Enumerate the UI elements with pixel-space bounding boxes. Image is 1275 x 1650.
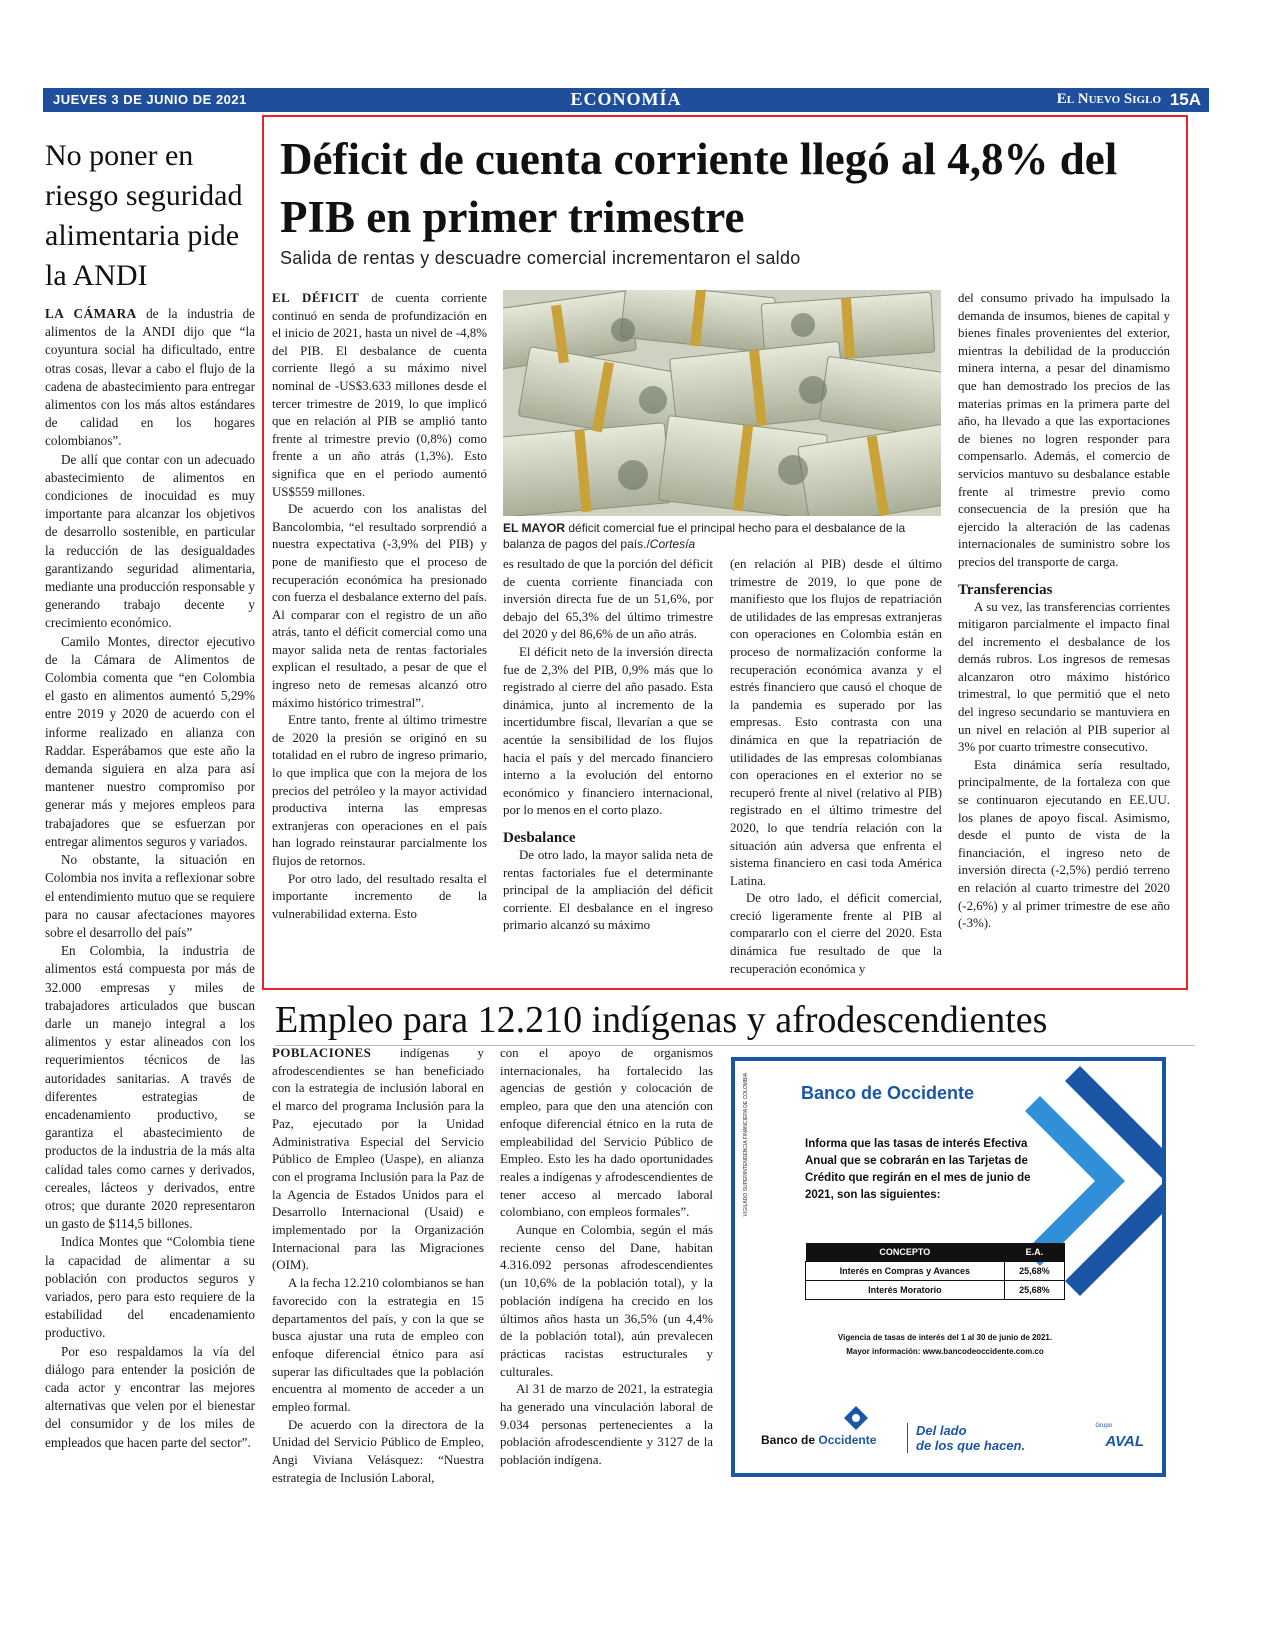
main-article-column-3 bbox=[730, 556, 942, 978]
left-article-title: No poner en riesgo seguridad alimentaria pide la ANDI bbox=[45, 139, 243, 292]
main-paragraph: es resultado de que la porción del déficit de cuenta corriente financiada con inversión directa fue de un 51,6%, por debajo del 65,3% del último trimestre del 2020 y del 86,6% de un año atrás. bbox=[503, 557, 713, 642]
left-article-paragraph: Camilo Montes, director ejecutivo de la Cámara de Alimentos de Colombia comenta que “en Colombia el gasto en alimentos aumentó 5,29% entre 2019 y 2020 de acuerdo con el informe realizado en alianza con Raddar. Esperábamos que este año la demanda siguiera en alza para así mantener nuestro compromiso por generar más y mejores empleos para trabajadores que se esfuerzan por entregar alimentos seguros y variados. bbox=[45, 633, 255, 849]
ad-regulator-note: VIGILADO SUPERINTENDENCIA FINANCIERA DE COLOMBIA bbox=[743, 1073, 749, 1217]
table-header: E.A. bbox=[1004, 1243, 1064, 1262]
subheading-desbalance: Desbalance bbox=[503, 829, 576, 846]
ad-footer bbox=[735, 1395, 1162, 1473]
ad-bank-name: Banco de Occidente bbox=[801, 1083, 975, 1103]
ad-rates-text: Informa que las tasas de interés Efectiva Anual que se cobrarán en las Tarjetas de Crédito que regirán en el mes de junio de 2021, son las siguientes: bbox=[805, 1138, 1031, 1201]
main-paragraph: Entre tanto, frente al último trimestre de 2020 la presión se originó en su totalidad en el rubro de ingreso primario, lo que implica que con la mejora de los precios del petróleo y la mayor actividad productiva interna las empresas extranjeras con operaciones en el país han logrado reinstaurar parcialmente los flujos de retornos. bbox=[272, 713, 487, 868]
main-paragraph: De otro lado, la mayor salida neta de rentas factoriales fue el determinante principal de la ampliación del déficit corriente. El desbalance en el ingreso primario alcanzó su máximo bbox=[503, 847, 713, 933]
second-paragraph: Aunque en Colombia, según el más reciente censo del Dane, habitan 4.316.092 personas afrodescendientes (un 10,6% de la población total), y la población indígena ha crecido en los últimos años hasta un 36,5% (un 4,4% de la población total), aún prevalecen prácticas racistas estructurales y culturales. bbox=[500, 1223, 713, 1379]
newspaper-name: El Nuevo Siglo bbox=[1056, 91, 1161, 107]
second-paragraph: De acuerdo con la directora de la Unidad del Servicio Público de Empleo, Angi Viviana Velásquez: “Nuestra estrategia de Inclusión Laboral, bbox=[272, 1417, 484, 1485]
left-article-paragraph: De allí que contar con un adecuado abastecimiento de alimentos en condiciones de inocuidad es muy importante para alcanzar los objetivos de desarrollo sostenible, en particular la reducción de las desigualdades garantizando seguridad alimentaria, mediante una producción responsable y generando trabajo decente y crecimiento económico. bbox=[45, 451, 255, 631]
section-title: ECONOMÍA bbox=[570, 89, 682, 109]
second-article-column-1 bbox=[272, 1045, 484, 1488]
main-paragraph: (en relación al PIB) desde el último trimestre de 2019, lo que pone de manifiesto que los flujos de repatriación de utilidades de las empresas extranjeras con operaciones en Colombia están en proceso de normalización conforme la recuperación económica avanza y el estrés financiero que causó el choque de la pandemia es superado por las empresas. Esto contrasta con una dinámica en que la repatriación de utilidades de las empresas colombianas con operaciones en el exterior no se recuperó frente al nivel (relativo al PIB) registrado en el último trimestre del 2020, lo que tendría relación con la situación aún adversa que enfrenta el sistema financiero en casi toda América Latina. bbox=[730, 557, 942, 888]
group-label: Grupo bbox=[1095, 1423, 1112, 1429]
left-article-lead: LA CÁMARA bbox=[45, 306, 137, 321]
second-paragraph: Al 31 de marzo de 2021, la estrategia ha generado una vinculación laboral de 9.034 personas pertenecientes a la población afrodescendiente y 3127 de la población indígena. bbox=[500, 1382, 713, 1468]
main-paragraph: EL DÉFICIT de cuenta corriente continuó en senda de profundización en el inicio de 2021, hasta un nivel de -4,8% del PIB. El desbalance de cuenta corriente llegó a su máximo nivel nominal de -US$3.633 millones desde el tercer trimestre de 2019, lo que implicó que en relación al PIB se amplió tanto frente al trimestre previo (0,8%) como frente a un año atrás (1,3%). Esto significa que en el periodo aumentó US$559 millones. bbox=[272, 291, 487, 499]
left-article-paragraph: En Colombia, la industria de alimentos está compuesta por más de 32.000 empresas y miles de trabajadores articulados que buscan darle un manejo integral a los alimentos y estar alineados con los requerimientos técnicos de las autoridades sanitarias. A través de diferentes estrategias de encadenamiento productivo, se garantiza el abastecimiento de productos de la industria de la más alta calidad tales como carnes y derivados, cereales, lácteos y derivados, entre otros; que durante 2020 representaron un gasto de $114,5 billones. bbox=[45, 943, 255, 1232]
money-stacks-photo bbox=[503, 290, 941, 516]
main-article-column-1 bbox=[272, 290, 487, 923]
main-article-subtitle: Salida de rentas y descuadre comercial incrementaron el saldo bbox=[280, 248, 801, 268]
main-paragraph: Esta dinámica sería resultado, principalmente, de la fortaleza con que se continuaron ejecutando en EE.UU. los planes de apoyo fiscal. Asimismo, desde el punto de vista de la financiación, el ingreso neto de inversión directa (-2,5%) perdió terreno en relación al cuarto trimestre del 2020 (-2,6%) y al primer trimestre de ese año (-3%). bbox=[958, 757, 1170, 931]
left-article-paragraph: Por eso respaldamos la vía del diálogo para entender la posición de cada actor y encontrar las mejores alternativas que velen por el bienestar del consumidor y de los miles de empleados que hacen parte del sector”. bbox=[45, 1343, 255, 1450]
main-paragraph: De otro lado, el déficit comercial, creció ligeramente frente al PIB al compararlo con el cierre del 2020. Esta dinámica fue resultado de que la recuperación económica y bbox=[730, 891, 942, 976]
main-paragraph: Por otro lado, del resultado resalta el importante incremento de la vulnerabilidad externa. Esto bbox=[272, 871, 487, 921]
left-article-paragraph: LA CÁMARA de la industria de alimentos de la ANDI dijo que “la coyuntura social ha dificultado, entre otras cosas, llevar a cabo el flujo de la cadena de abastecimiento para entregar alimentos con los más altos estándares de calidad en los hogares colombianos”. bbox=[45, 306, 256, 449]
main-paragraph: De acuerdo con los analistas del Bancolombia, “el resultado sorprendió a nuestra expectativa (-3,9% del PIB) y pone de manifiesto que el proceso de recuperación económica ha presionado con fuerza el desbalance externo del país. Al comparar con el registro de un año atrás, tanto el déficit comercial como una mayor salida neta de rentas factoriales explican el resultado, a pesar de que el ingreso neto de remesas alcanzó otro máximo histórico trimestral”. bbox=[272, 502, 487, 710]
main-paragraph: A su vez, las transferencias corrientes mitigaron parcialmente el impacto final del incremento el desbalance de los demás rubros. Los ingresos de remesas alcanzaron otro máximo histórico trimestral, lo que permitió que el neto del ingreso secundario se mantuviera en un nivel en relación al PIB superior al 3% por cuarto trimestre consecutivo. bbox=[958, 599, 1170, 755]
bank-logo-icon bbox=[843, 1405, 869, 1431]
money-stacks-image bbox=[503, 290, 941, 516]
main-article-column-2 bbox=[503, 556, 713, 935]
second-paragraph: con el apoyo de organismos internacionales, ha fortalecido las agencias de gestión y colocación de empleo, para que den una atención con enfoque diferencial étnico en la ruta de empleabilidad del Servicio Público de Empleo. Esto les ha dado oportunidades reales a indígenas y afrodescendientes de tener acceso al mercado laboral colombiano, con empleos formales”. bbox=[500, 1046, 713, 1220]
left-article-body bbox=[45, 305, 255, 1452]
page-header-bar bbox=[43, 88, 1209, 112]
subheading-transferencias: Transferencias bbox=[958, 581, 1053, 598]
ad-validity: Vigencia de tasas de interés del 1 al 30 de junio de 2021. Mayor información: www.bancodeoccidente.com.co bbox=[837, 1333, 1053, 1356]
rates-table bbox=[805, 1243, 1065, 1300]
main-article-column-4 bbox=[958, 290, 1170, 933]
main-article-title: Déficit de cuenta corriente llegó al 4,8% del PIB en primer trimestre bbox=[280, 134, 1118, 242]
main-paragraph: del consumo privado ha impulsado la demanda de insumos, bienes de capital y bienes finales provenientes del exterior, mientras la debilidad de la producción minera interna, a pesar del dinamismo que han demostrado los precios de las materias primas en la primera parte del año, ha llevado a que las exportaciones de bienes no logren responder para compensarlo. Además, el comercio de servicios mantuvo su desbalance estable frente al trimestre previo como consecuencia de la presión que ha ejercido la alteración de las cadenas internacionales de suministro sobre los precios del transporte de carga. bbox=[958, 291, 1170, 569]
left-article-paragraph: Indica Montes que “Colombia tiene la capacidad de alimentar a su población con productos seguros y variados, pero para esto requiere de la estabilidad del encadenamiento productivo. bbox=[45, 1234, 255, 1341]
aval-logo: AVAL bbox=[1105, 1433, 1144, 1450]
second-paragraph: A la fecha 12.210 colombianos se han favorecido con la estrategia en 15 departamentos del país, y con la que se busca ajustar una ruta de empleo con enfoque diferencial étnico para así superar las dificultades que la población encuentra al momento de acceder a un empleo formal. bbox=[272, 1276, 484, 1415]
bank-advertisement bbox=[731, 1057, 1166, 1477]
table-row: Interés Moratorio 25,68% bbox=[806, 1281, 1065, 1300]
main-article-lead: EL DÉFICIT bbox=[272, 291, 360, 305]
second-article-title: Empleo para 12.210 indígenas y afrodescendientes bbox=[275, 999, 1048, 1041]
second-article-lead: POBLACIONES bbox=[272, 1046, 372, 1060]
table-header: CONCEPTO bbox=[806, 1243, 1005, 1262]
table-row: Interés en Compras y Avances 25,68% bbox=[806, 1262, 1065, 1281]
left-article-paragraph: No obstante, la situación en Colombia nos invita a reflexionar sobre el entendimiento mutuo que se requiere para no causar afectaciones mayores sobre el desarrollo del país” bbox=[45, 852, 255, 940]
photo-caption: EL MAYOR déficit comercial fue el principal hecho para el desbalance de la balanza de pagos del país./Cortesía bbox=[503, 521, 906, 551]
second-paragraph: POBLACIONES indígenas y afrodescendientes se han beneficiado con la estrategia de inclusión laboral en el marco del programa Inclusión para la Paz, ejecutado por la Unidad Administrativa Especial del Servicio Público de Empleo (Uaspe), en alianza con el programa Inclusión para la Paz de la Agencia de Estados Unidos para el Desarrollo Internacional (Usaid) e implementado por la Organización Internacional para las Migraciones (OIM). bbox=[272, 1046, 484, 1273]
ad-slogan: Del lado de los que hacen. bbox=[907, 1423, 1025, 1453]
second-article-column-2 bbox=[500, 1045, 713, 1470]
issue-date: JUEVES 3 DE JUNIO DE 2021 bbox=[53, 92, 247, 107]
main-paragraph: El déficit neto de la inversión directa fue de 2,3% del PIB, 0,9% más que lo registrado al cierre del año pasado. Esta dinámica, junto al incremento de la incertidumbre fiscal, llevarían a que se acentúe la sensibilidad de los flujos hacia el país y del mercado financiero interno a la evolución del entorno económico y financiero internacional, por lo menos en el corto plazo. bbox=[503, 644, 713, 818]
page-number: 15A bbox=[1169, 90, 1201, 109]
ad-footer-bank: Banco de Occidente bbox=[761, 1433, 877, 1447]
